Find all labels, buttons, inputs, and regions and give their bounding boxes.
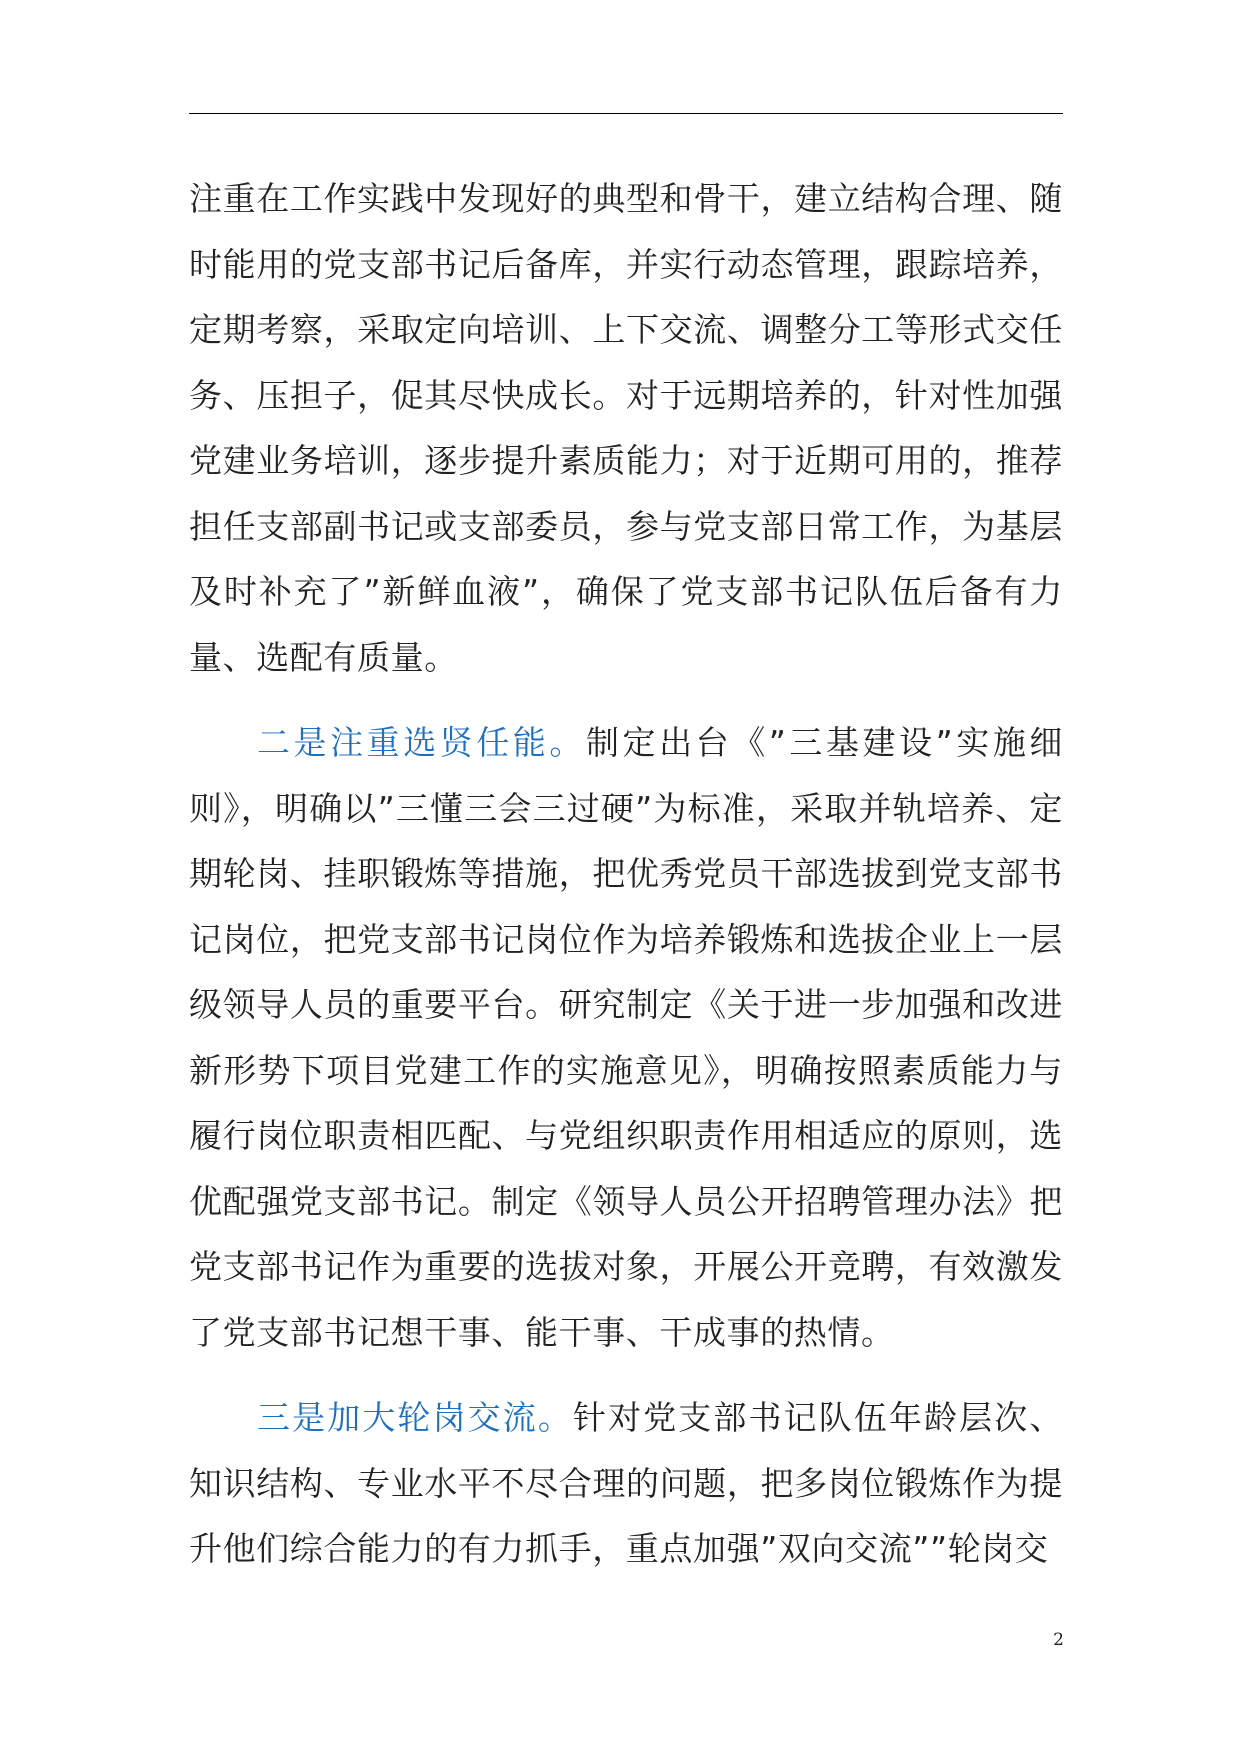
paragraph-rotation <box>189 1385 1063 1582</box>
paragraph-lead: 二是注重选贤任能。 <box>257 723 586 762</box>
paragraph-select-talent <box>189 710 1063 1365</box>
paragraph-text: 针对党支部书记队伍年龄层次、知识结构、专业水平不尽合理的问题，把多岗位锻炼作为提升他们综合能力的有力抓手，重点加强”双向交流””轮岗交 <box>189 1398 1063 1568</box>
document-body <box>189 166 1063 1582</box>
paragraph-text: 注重在工作实践中发现好的典型和骨干，建立结构合理、随时能用的党支部书记后备库，并实行动态管理，跟踪培养，定期考察，采取定向培训、上下交流、调整分工等形式交任务、压担子，促其尽快成长。对于远期培养的，针对性加强党建业务培训，逐步提升素质能力；对于近期可用的，推荐担任支部副书记或支部委员，参与党支部日常工作，为基层及时补充了”新鲜血液”，确保了党支部书记队伍后备有力量、选配有质量。 <box>189 179 1063 677</box>
paragraph-text: 制定出台《”三基建设”实施细则》，明确以”三懂三会三过硬”为标准，采取并轨培养、定期轮岗、挂职锻炼等措施，把优秀党员干部选拔到党支部书记岗位，把党支部书记岗位作为培养锻炼和选拔企业上一层级领导人员的重要平台。研究制定《关于进一步加强和改进新形势下项目党建工作的实施意见》，明确按照素质能力与履行岗位职责相匹配、与党组织职责作用相适应的原则，选优配强党支部书记。制定《领导人员公开招聘管理办法》把党支部书记作为重要的选拔对象，开展公开竞聘，有效激发了党支部书记想干事、能干事、干成事的热情。 <box>189 723 1064 1352</box>
header-rule <box>189 113 1063 114</box>
page-number: 2 <box>1053 1630 1064 1650</box>
paragraph-continuation <box>189 166 1063 690</box>
paragraph-lead: 三是加大轮岗交流。 <box>257 1398 573 1437</box>
